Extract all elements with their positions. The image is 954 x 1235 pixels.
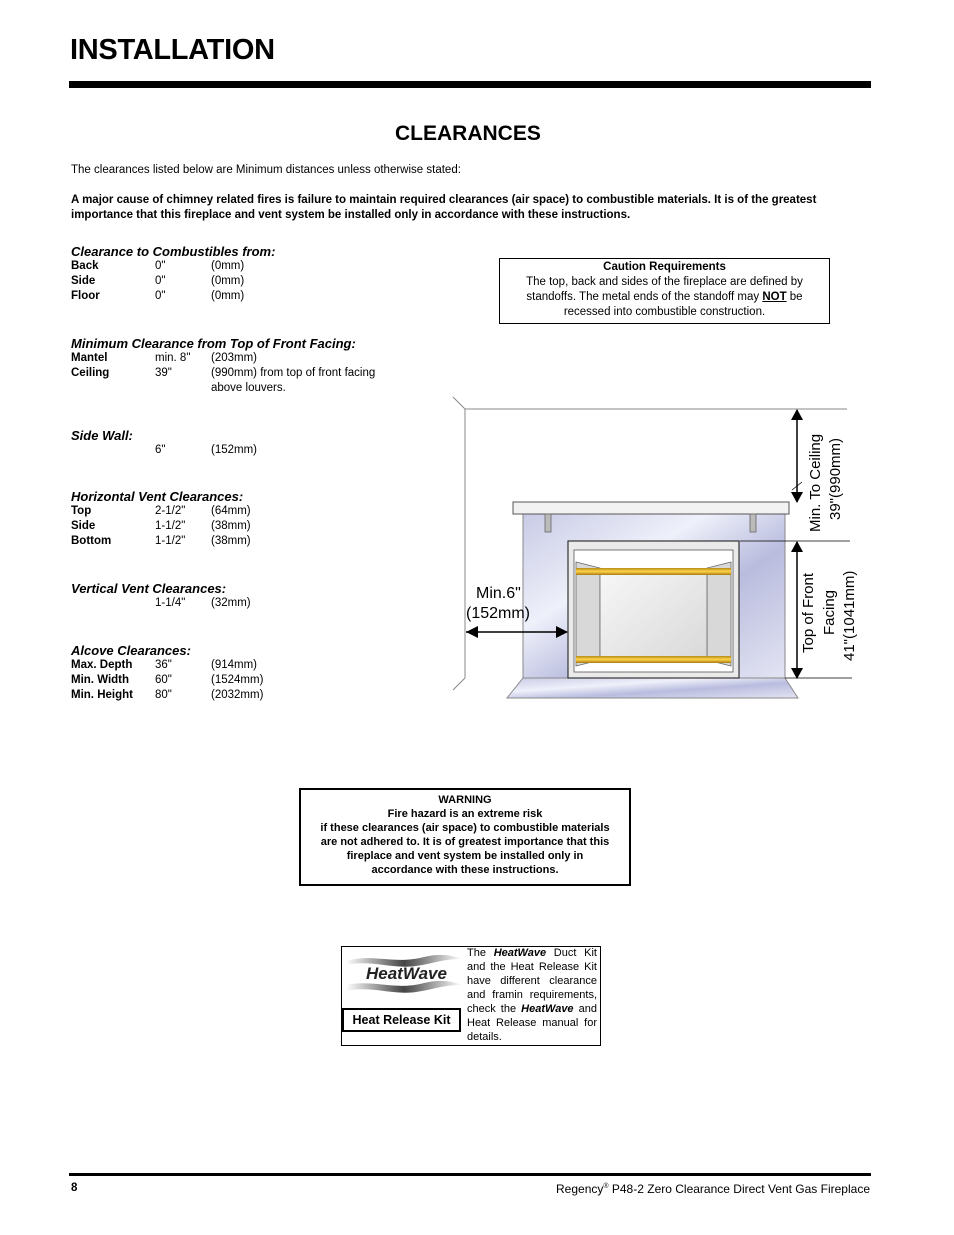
page-title: INSTALLATION bbox=[70, 34, 275, 66]
caution-box bbox=[499, 258, 830, 324]
svg-text:HeatWave: HeatWave bbox=[366, 964, 447, 983]
clearance-row: Max. Depth 36" (914mm) bbox=[71, 659, 258, 671]
clearance-row: 6" (152mm) bbox=[155, 444, 258, 456]
caution-line: standoffs. The metal ends of the standoff may NOT be bbox=[526, 291, 803, 303]
ceiling-clearance-label: Min. To Ceiling bbox=[807, 433, 824, 532]
clearance-group-combustibles bbox=[71, 244, 411, 304]
heatwave-note: The HeatWave Duct Kit and the Heat Release Kit have different clearance and framin requirements, check the HeatWave and Heat Release manual for details. bbox=[467, 947, 597, 1043]
clearance-row: Min. Height 80" (2032mm) bbox=[71, 689, 264, 701]
heat-release-kit-label: Heat Release Kit bbox=[342, 1008, 461, 1032]
warning-title: WARNING bbox=[438, 794, 492, 806]
front-facing-label: Top of Front bbox=[800, 572, 817, 653]
caution-line: recessed into combustible construction. bbox=[563, 306, 766, 318]
caution-title: Caution Requirements bbox=[603, 261, 726, 273]
clearance-group-side-wall bbox=[71, 428, 411, 458]
clearance-row: Top 2-1/2" (64mm) bbox=[71, 505, 251, 517]
group-heading: Horizontal Vent Clearances: bbox=[71, 489, 244, 504]
clearance-group-vertical-vent bbox=[71, 581, 411, 611]
clearance-row: Mantel min. 8" (203mm) bbox=[71, 352, 258, 364]
warning-box bbox=[299, 788, 631, 886]
front-facing-label: Facing bbox=[821, 589, 838, 635]
important-notice: A major cause of chimney related fires is failure to maintain required clearances (air space) to combustible materials. It is of the greatest importance that this fireplace and vent system be installed only in accordance with these instructions. bbox=[71, 194, 817, 221]
clearance-row: Side 0" (0mm) bbox=[71, 275, 245, 287]
clearance-row: Side 1-1/2" (38mm) bbox=[71, 520, 251, 532]
clearance-group-alcove bbox=[71, 643, 411, 703]
clearance-row: Floor 0" (0mm) bbox=[71, 290, 245, 302]
group-heading: Minimum Clearance from Top of Front Facing: bbox=[71, 336, 356, 351]
section-title: CLEARANCES bbox=[395, 122, 541, 145]
warning-line: are not adhered to. It is of greatest importance that this bbox=[320, 836, 610, 848]
intro-text: The clearances listed below are Minimum distances unless otherwise stated: bbox=[71, 164, 461, 176]
side-wall-value: (152mm) bbox=[466, 605, 531, 622]
clearance-row: Min. Width 60" (1524mm) bbox=[71, 674, 264, 686]
clearance-row: 1-1/4" (32mm) bbox=[155, 597, 251, 609]
warning-line: accordance with these instructions. bbox=[371, 864, 559, 876]
group-heading: Alcove Clearances: bbox=[71, 643, 191, 658]
front-facing-value: 41"(1041mm) bbox=[841, 570, 858, 661]
warning-line: Fire hazard is an extreme risk bbox=[387, 808, 543, 820]
clearance-row: Back 0" (0mm) bbox=[71, 260, 245, 272]
clearance-group-front-facing bbox=[71, 336, 411, 396]
caution-line: The top, back and sides of the fireplace are defined by bbox=[526, 276, 803, 288]
warning-line: if these clearances (air space) to combustible materials bbox=[320, 822, 610, 834]
group-heading: Vertical Vent Clearances: bbox=[71, 581, 227, 596]
fireplace-clearance-diagram bbox=[440, 390, 860, 710]
heatwave-logo bbox=[344, 951, 464, 999]
group-heading: Side Wall: bbox=[71, 428, 133, 443]
side-wall-label: Min.6" bbox=[476, 585, 521, 602]
page-number: 8 bbox=[71, 1182, 78, 1194]
footer-product: Regency® P48-2 Zero Clearance Direct Vent Gas Fireplace bbox=[556, 1182, 870, 1196]
clearance-row: Ceiling 39" (990mm) from top of front facing bbox=[71, 367, 376, 379]
clearance-row: Bottom 1-1/2" (38mm) bbox=[71, 535, 251, 547]
group-heading: Clearance to Combustibles from: bbox=[71, 244, 276, 259]
warning-line: fireplace and vent system be installed only in bbox=[346, 850, 584, 862]
clearance-group-horizontal-vent bbox=[71, 489, 411, 549]
header-rule bbox=[69, 81, 871, 88]
footer-rule bbox=[69, 1173, 871, 1176]
ceiling-clearance-value: 39"(990mm) bbox=[827, 437, 844, 520]
clearance-row: above louvers. bbox=[211, 382, 286, 394]
